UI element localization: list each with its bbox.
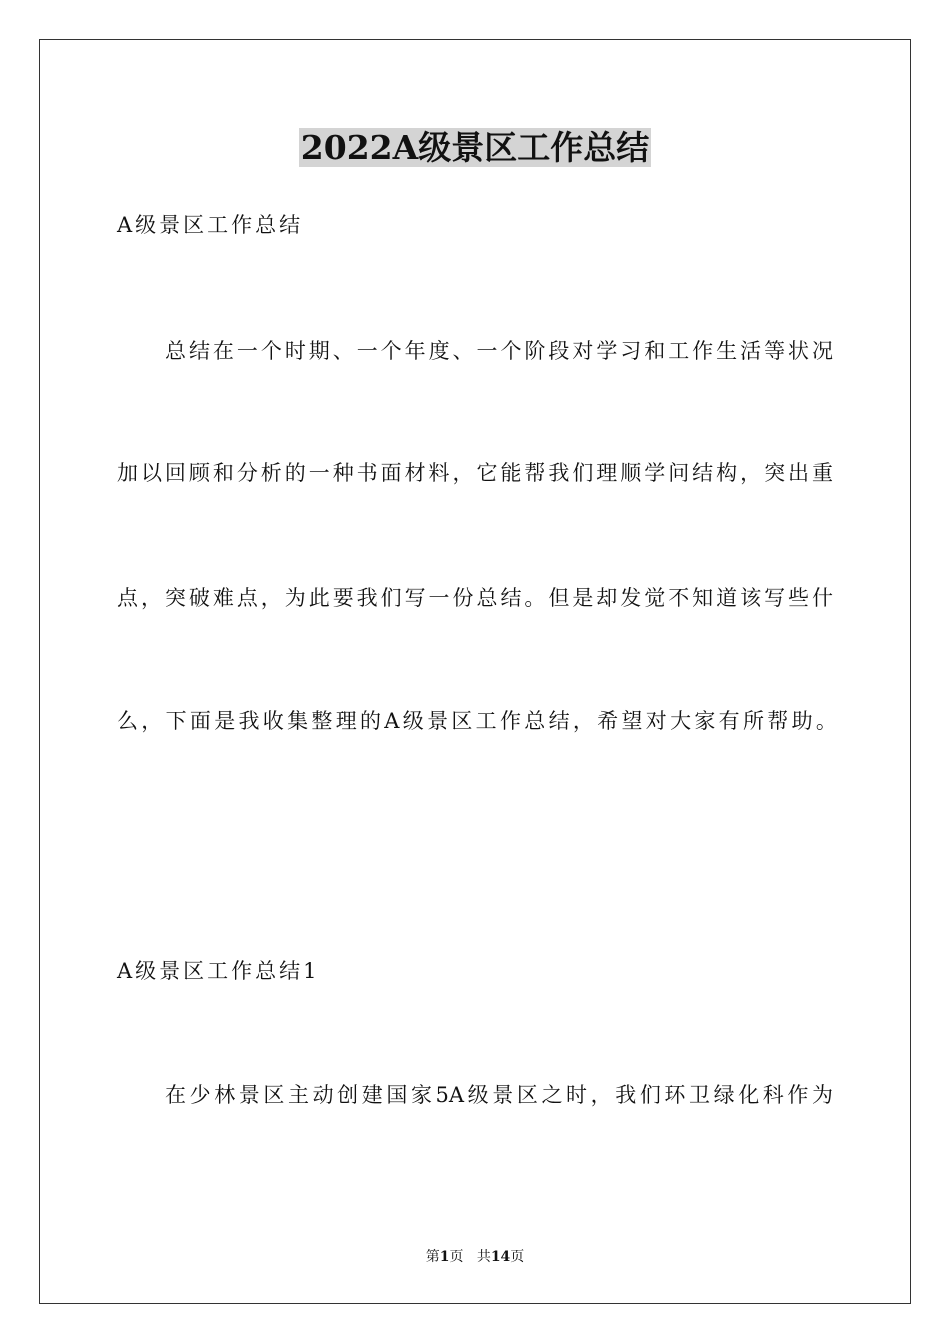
intro-line-3: 点，突破难点，为此要我们写一份总结。但是却发觉不知道该写些什 <box>117 586 833 610</box>
footer-page-prefix: 第 <box>425 1249 440 1265</box>
document-title-text: 2022A级景区工作总结 <box>300 128 650 167</box>
footer-total-pages: 14 <box>490 1249 511 1265</box>
footer-page-number: 1 <box>439 1249 450 1265</box>
section-1-line-1: 在少林景区主动创建国家5A级景区之时，我们环卫绿化科作为 <box>165 1083 833 1107</box>
footer-page-suffix: 页 <box>449 1249 464 1265</box>
footer-total-prefix: 共 <box>476 1249 491 1265</box>
intro-line-2: 加以回顾和分析的一种书面材料，它能帮我们理顺学问结构，突出重 <box>117 461 833 485</box>
section-1-heading: A级景区工作总结1 <box>117 959 320 983</box>
intro-line-1: 总结在一个时期、一个年度、一个阶段对学习和工作生活等状况 <box>165 339 833 363</box>
page-footer <box>0 1248 950 1266</box>
document-subtitle: A级景区工作总结 <box>117 213 304 237</box>
footer-total-suffix: 页 <box>510 1249 525 1265</box>
intro-line-4: 么，下面是我收集整理的A级景区工作总结，希望对大家有所帮助。 <box>117 709 841 733</box>
document-title <box>0 126 950 170</box>
